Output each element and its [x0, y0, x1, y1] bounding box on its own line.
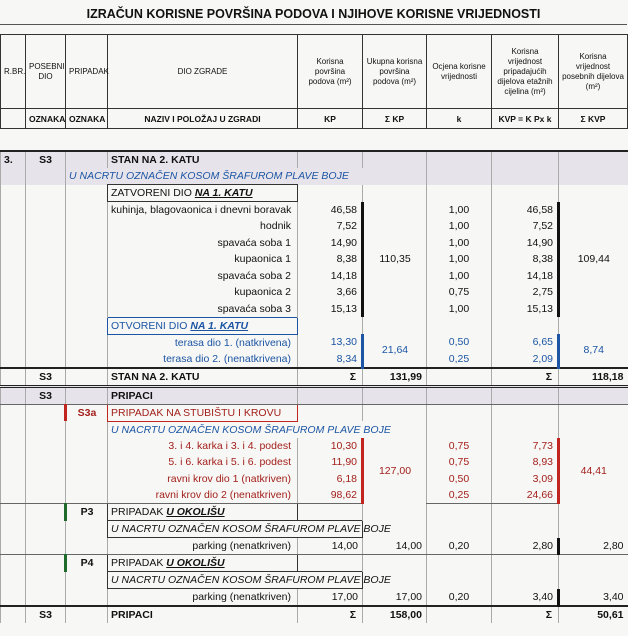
- room-kvp: 7,52: [492, 218, 559, 235]
- col-abbr-kvp: KVP = K Px k: [492, 109, 559, 129]
- empty-cell: [26, 334, 66, 351]
- s3a-item-kvp: 7,73: [492, 438, 559, 455]
- col-abbr-k: k: [427, 109, 492, 129]
- col-header-kp: Korisna površina podova (m²): [298, 35, 363, 109]
- empty-cell: [363, 151, 427, 168]
- s3a-item-name: ravni krov dio 2 (nenatkriven): [108, 487, 298, 504]
- col-abbr-posebni-dio: OZNAKA: [26, 109, 66, 129]
- hatching-note: U NACRTU OZNAČEN KOSOM ŠRAFUROM PLAVE BOJE: [108, 421, 427, 438]
- s3a-sum-kp: 127,00: [363, 438, 427, 504]
- empty-cell: [492, 504, 559, 521]
- table-row: [1, 185, 628, 202]
- empty-cell: [26, 235, 66, 252]
- table-row: [1, 438, 628, 455]
- col-abbr-kp: KP: [298, 109, 363, 129]
- table-row: [1, 317, 628, 334]
- room-name: hodnik: [108, 218, 298, 235]
- empty-cell: [559, 168, 628, 185]
- empty-cell: [1, 521, 26, 538]
- empty-cell: [363, 555, 427, 572]
- table-row: [1, 538, 628, 555]
- room-kp: 14,90: [298, 235, 363, 252]
- p3-item-kvp: 2,80: [492, 538, 559, 555]
- empty-cell: [363, 504, 427, 521]
- empty-cell: [26, 555, 66, 572]
- empty-cell: [492, 317, 559, 334]
- p3-item-name: parking (nenatkriven): [108, 538, 298, 555]
- empty-cell: [1, 251, 26, 268]
- col-header-pripadak: PRIPADAK: [66, 35, 108, 109]
- empty-cell: [559, 386, 628, 404]
- empty-cell: [1, 572, 26, 589]
- empty-cell: [66, 334, 108, 351]
- s3a-item-name: 3. i 4. karka i 3. i 4. podest: [108, 438, 298, 455]
- empty-cell: [26, 572, 66, 589]
- open-sum-kvp: 8,74: [559, 334, 628, 368]
- p4-title: [108, 555, 298, 572]
- empty-cell: [66, 351, 108, 368]
- s3a-item-name: 5. i 6. karka i 5. i 6. podest: [108, 454, 298, 471]
- p4-sum-kp: 17,00: [363, 589, 427, 607]
- room-kvp: 15,13: [492, 301, 559, 318]
- empty-cell: [26, 404, 66, 421]
- empty-cell: [427, 317, 492, 334]
- table-row: [1, 301, 628, 318]
- empty-cell: [427, 168, 492, 185]
- empty-cell: [1, 538, 26, 555]
- empty-cell: [427, 521, 492, 538]
- empty-cell: [26, 168, 66, 185]
- empty-cell: [66, 454, 108, 471]
- room-name: kuhinja, blagovaonica i dnevni boravak: [108, 202, 298, 219]
- room-kp: 3,66: [298, 284, 363, 301]
- p3-item-k: 0,20: [427, 538, 492, 555]
- empty-cell: [492, 404, 559, 421]
- col-header-kvp: Korisna vrijednost pripadajućih dijelova etažnih cijelina (m²): [492, 35, 559, 109]
- col-abbr-sum-kp: Σ KP: [363, 109, 427, 129]
- closed-part-prefix: ZATVORENI DIO: [111, 187, 195, 199]
- closed-sum-kvp: 109,44: [559, 202, 628, 318]
- s3a-code: S3a: [66, 404, 108, 421]
- empty-cell: [1, 471, 26, 488]
- empty-cell: [26, 454, 66, 471]
- table-row: [1, 404, 628, 421]
- stan-total-kp: 131,99: [363, 368, 427, 387]
- empty-cell: [1, 454, 26, 471]
- s3a-item-kp: 11,90: [298, 454, 363, 471]
- empty-cell: [66, 438, 108, 455]
- table-row: [1, 368, 628, 387]
- s3a-item-kp: 6,18: [298, 471, 363, 488]
- empty-cell: [66, 251, 108, 268]
- empty-cell: [427, 572, 492, 589]
- col-header-sum-kvp: Korisna vrijednost posebnih dijelova (m²): [559, 35, 628, 109]
- empty-cell: [1, 589, 26, 607]
- p4-item-name: parking (nenatkriven): [108, 589, 298, 607]
- empty-cell: [26, 317, 66, 334]
- stan-total-title: STAN NA 2. KATU: [108, 368, 298, 387]
- empty-cell: [66, 538, 108, 555]
- table-header: [0, 34, 628, 129]
- empty-cell: [26, 301, 66, 318]
- col-abbr-pripadak: OZNAKA: [66, 109, 108, 129]
- p4-item-kvp: 3,40: [492, 589, 559, 607]
- p4-code: P4: [66, 555, 108, 572]
- s3a-item-kvp: 8,93: [492, 454, 559, 471]
- empty-cell: [559, 151, 628, 168]
- room-k: 1,00: [427, 301, 492, 318]
- empty-cell: [427, 386, 492, 404]
- p3-sum-kvp: 2,80: [559, 538, 628, 555]
- p4-prefix: PRIPADAK: [111, 557, 167, 569]
- s3a-item-k: 0,25: [427, 487, 492, 504]
- col-header-dio-zgrade: DIO ZGRADE: [108, 35, 298, 109]
- empty-cell: [363, 317, 427, 334]
- room-kp: 7,52: [298, 218, 363, 235]
- empty-cell: [363, 404, 427, 421]
- empty-cell: [26, 284, 66, 301]
- empty-cell: [298, 504, 363, 521]
- table-row: [1, 572, 628, 589]
- empty-cell: [66, 606, 108, 623]
- empty-cell: [1, 606, 26, 623]
- empty-cell: [1, 284, 26, 301]
- s3a-title: PRIPADAK NA STUBIŠTU I KROVU: [108, 404, 298, 421]
- empty-cell: [427, 368, 492, 387]
- empty-cell: [66, 317, 108, 334]
- col-header-rbr: R.BR.: [1, 35, 26, 109]
- table-row: [1, 251, 628, 268]
- table-row: [1, 284, 628, 301]
- empty-cell: [559, 317, 628, 334]
- room-k: 1,00: [427, 251, 492, 268]
- empty-cell: [559, 555, 628, 572]
- room-k: 1,00: [427, 235, 492, 252]
- empty-cell: [26, 438, 66, 455]
- s3a-item-kp: 98,62: [298, 487, 363, 504]
- empty-cell: [26, 185, 66, 202]
- sigma-symbol: Σ: [298, 606, 363, 623]
- empty-cell: [559, 421, 628, 438]
- room-name: kupaonica 2: [108, 284, 298, 301]
- terrace-name: terasa dio 2. (nenatkrivena): [108, 351, 298, 368]
- empty-cell: [1, 555, 26, 572]
- col-abbr-sum-kvp: Σ KVP: [559, 109, 628, 129]
- empty-cell: [1, 235, 26, 252]
- room-k: 0,75: [427, 284, 492, 301]
- pripaci-total-kp: 158,00: [363, 606, 427, 623]
- stan-total-code: S3: [26, 368, 66, 387]
- p3-location: U OKOLIŠU: [166, 506, 225, 518]
- terrace-kvp: 6,65: [492, 334, 559, 351]
- closed-part-floor: NA 1. KATU: [194, 187, 253, 199]
- empty-cell: [298, 317, 363, 334]
- terrace-kvp: 2,09: [492, 351, 559, 368]
- empty-cell: [1, 386, 26, 404]
- room-kvp: 2,75: [492, 284, 559, 301]
- col-header-posebni-dio: POSEBNI DIO: [26, 35, 66, 109]
- empty-cell: [427, 606, 492, 623]
- terrace-k: 0,50: [427, 334, 492, 351]
- s3a-item-name: ravni krov dio 1 (natkriven): [108, 471, 298, 488]
- s3a-item-k: 0,75: [427, 454, 492, 471]
- room-kvp: 14,90: [492, 235, 559, 252]
- table-row: [1, 421, 628, 438]
- col-abbr-dio-zgrade: NAZIV I POLOŽAJ U ZGRADI: [108, 109, 298, 129]
- room-kp: 15,13: [298, 301, 363, 318]
- table-row: [1, 268, 628, 285]
- posebni-dio-code: S3: [26, 151, 66, 168]
- empty-cell: [66, 572, 108, 589]
- p3-code: P3: [66, 504, 108, 521]
- s3a-sum-kvp: 44,41: [559, 438, 628, 504]
- empty-cell: [1, 301, 26, 318]
- empty-cell: [26, 487, 66, 504]
- table-row: [1, 454, 628, 471]
- pripaci-code: S3: [26, 386, 66, 404]
- empty-cell: [66, 487, 108, 504]
- stan-total-kvp: 118,18: [559, 368, 628, 387]
- empty-cell: [1, 351, 26, 368]
- table-row: [1, 386, 628, 404]
- empty-cell: [1, 317, 26, 334]
- section-title: STAN NA 2. KATU: [108, 151, 298, 168]
- table-row: [1, 218, 628, 235]
- empty-cell: [492, 521, 559, 538]
- room-kvp: 8,38: [492, 251, 559, 268]
- pripaci-total-title: PRIPACI: [108, 606, 298, 623]
- empty-cell: [66, 284, 108, 301]
- p4-item-k: 0,20: [427, 589, 492, 607]
- room-kvp: 46,58: [492, 202, 559, 219]
- table-row: [1, 351, 628, 368]
- room-kp: 8,38: [298, 251, 363, 268]
- empty-cell: [427, 151, 492, 168]
- empty-cell: [66, 589, 108, 607]
- empty-cell: [559, 521, 628, 538]
- empty-cell: [298, 555, 363, 572]
- table-row: [1, 235, 628, 252]
- empty-cell: [26, 589, 66, 607]
- s3a-item-k: 0,50: [427, 471, 492, 488]
- p4-sum-kvp: 3,40: [559, 589, 628, 607]
- empty-cell: [66, 235, 108, 252]
- empty-cell: [559, 504, 628, 521]
- table-row: [1, 555, 628, 572]
- pripaci-title: PRIPACI: [108, 386, 298, 404]
- terrace-name: terasa dio 1. (natkrivena): [108, 334, 298, 351]
- room-kvp: 14,18: [492, 268, 559, 285]
- room-name: spavaća soba 3: [108, 301, 298, 318]
- open-part-floor: NA 1. KATU: [190, 319, 249, 332]
- empty-cell: [66, 185, 108, 202]
- empty-cell: [1, 404, 26, 421]
- empty-cell: [363, 185, 427, 202]
- empty-cell: [66, 301, 108, 318]
- empty-cell: [427, 404, 492, 421]
- col-header-sum-kp: Ukupna korisna površina podova (m²): [363, 35, 427, 109]
- open-sum-kp: 21,64: [363, 334, 427, 368]
- empty-cell: [363, 386, 427, 404]
- empty-cell: [26, 251, 66, 268]
- empty-cell: [559, 404, 628, 421]
- p3-prefix: PRIPADAK: [111, 506, 167, 518]
- col-header-k: Ocjena korisne vrijednosti: [427, 35, 492, 109]
- empty-cell: [26, 218, 66, 235]
- empty-cell: [1, 202, 26, 219]
- p4-location: U OKOLIŠU: [166, 557, 225, 569]
- empty-cell: [66, 151, 108, 168]
- empty-cell: [26, 504, 66, 521]
- empty-cell: [66, 268, 108, 285]
- open-part-prefix: OTVORENI DIO: [111, 319, 191, 332]
- empty-cell: [492, 555, 559, 572]
- empty-cell: [492, 151, 559, 168]
- empty-cell: [492, 168, 559, 185]
- room-k: 1,00: [427, 218, 492, 235]
- s3a-item-kp: 10,30: [298, 438, 363, 455]
- room-name: kupaonica 1: [108, 251, 298, 268]
- empty-cell: [1, 504, 26, 521]
- empty-cell: [66, 202, 108, 219]
- closed-part-label: [108, 185, 298, 202]
- empty-cell: [427, 504, 492, 521]
- empty-cell: [1, 168, 26, 185]
- room-kp: 46,58: [298, 202, 363, 219]
- table-row: [1, 334, 628, 351]
- table-row: [1, 606, 628, 623]
- hatching-note: U NACRTU OZNAČEN KOSOM ŠRAFUROM PLAVE BOJE: [108, 521, 363, 538]
- empty-cell: [1, 438, 26, 455]
- terrace-kp: 13,30: [298, 334, 363, 351]
- empty-cell: [1, 421, 26, 438]
- empty-cell: [26, 471, 66, 488]
- empty-cell: [66, 218, 108, 235]
- s3a-item-kvp: 3,09: [492, 471, 559, 488]
- sigma-symbol: Σ: [492, 368, 559, 387]
- empty-cell: [1, 185, 26, 202]
- empty-cell: [26, 421, 66, 438]
- terrace-k: 0,25: [427, 351, 492, 368]
- empty-cell: [1, 368, 26, 387]
- terrace-kp: 8,34: [298, 351, 363, 368]
- empty-cell: [26, 521, 66, 538]
- closed-sum-kp: 110,35: [363, 202, 427, 318]
- s3a-item-kvp: 24,66: [492, 487, 559, 504]
- col-abbr-rbr: [1, 109, 26, 129]
- table-row: [1, 504, 628, 521]
- empty-cell: [298, 151, 363, 168]
- empty-cell: [1, 487, 26, 504]
- empty-cell: [492, 572, 559, 589]
- table-row: [1, 589, 628, 607]
- table-row: [1, 471, 628, 488]
- hatching-note: U NACRTU OZNAČEN KOSOM ŠRAFUROM PLAVE BOJE: [108, 572, 363, 589]
- p3-title: [108, 504, 298, 521]
- table-row: [1, 202, 628, 219]
- empty-cell: [298, 386, 363, 404]
- empty-cell: [559, 572, 628, 589]
- empty-cell: [26, 202, 66, 219]
- table-body: [0, 150, 628, 623]
- room-name: spavaća soba 1: [108, 235, 298, 252]
- p3-sum-kp: 14,00: [363, 538, 427, 555]
- empty-cell: [492, 185, 559, 202]
- p4-item-kp: 17,00: [298, 589, 363, 607]
- empty-cell: [427, 555, 492, 572]
- empty-cell: [1, 334, 26, 351]
- empty-cell: [298, 185, 363, 202]
- empty-cell: [66, 521, 108, 538]
- room-k: 1,00: [427, 202, 492, 219]
- s3a-item-k: 0,75: [427, 438, 492, 455]
- empty-cell: [66, 386, 108, 404]
- table-row: [1, 521, 628, 538]
- empty-cell: [559, 185, 628, 202]
- room-name: spavaća soba 2: [108, 268, 298, 285]
- empty-cell: [26, 351, 66, 368]
- row-number: 3.: [1, 151, 26, 168]
- sigma-symbol: Σ: [492, 606, 559, 623]
- empty-cell: [427, 185, 492, 202]
- pripaci-total-code: S3: [26, 606, 66, 623]
- sigma-symbol: Σ: [298, 368, 363, 387]
- empty-cell: [1, 268, 26, 285]
- empty-cell: [26, 268, 66, 285]
- p3-item-kp: 14,00: [298, 538, 363, 555]
- empty-cell: [66, 368, 108, 387]
- document-title: IZRAČUN KORISNE POVRŠINA PODOVA I NJIHOVE KORISNE VRIJEDNOSTI: [0, 4, 627, 25]
- hatching-note: U NACRTU OZNAČEN KOSOM ŠRAFUROM PLAVE BOJE: [66, 168, 427, 185]
- empty-cell: [1, 218, 26, 235]
- room-kp: 14,18: [298, 268, 363, 285]
- empty-cell: [66, 471, 108, 488]
- empty-cell: [492, 421, 559, 438]
- empty-cell: [492, 386, 559, 404]
- empty-cell: [427, 421, 492, 438]
- table-row: [1, 487, 628, 504]
- open-part-label: [108, 317, 298, 334]
- table-row: [1, 151, 628, 168]
- room-k: 1,00: [427, 268, 492, 285]
- empty-cell: [66, 421, 108, 438]
- table-row: [1, 168, 628, 185]
- pripaci-total-kvp: 50,61: [559, 606, 628, 623]
- empty-cell: [298, 404, 363, 421]
- empty-cell: [26, 538, 66, 555]
